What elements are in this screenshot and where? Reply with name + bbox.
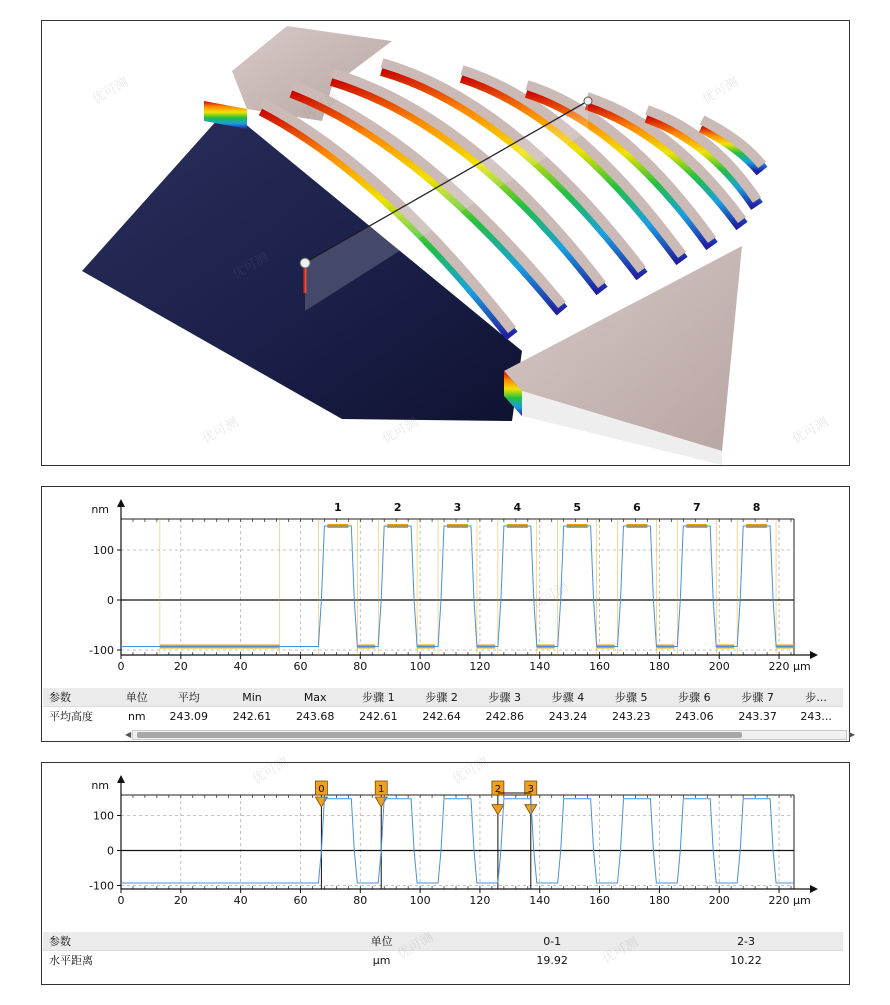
- step-label: 5: [573, 501, 581, 514]
- distance-chart[interactable]: [42, 763, 849, 928]
- x-tick-label: 100: [409, 894, 431, 907]
- y-tick-label: 100: [93, 809, 114, 823]
- x-tick-label: 60: [293, 660, 308, 673]
- x-tick-label: 120: [469, 894, 491, 907]
- x-tick-label: 160: [589, 660, 611, 673]
- table-cell: 水平距离: [43, 951, 308, 970]
- profile-line: [121, 526, 794, 647]
- y-tick-label: -100: [89, 879, 114, 893]
- table-header-cell: 2-3: [649, 932, 843, 951]
- table-row: [43, 951, 843, 970]
- x-tick-label: 60: [293, 894, 308, 907]
- x-unit-label: μm: [793, 894, 811, 907]
- step-label: 4: [513, 501, 522, 514]
- x-tick-label: 40: [233, 660, 248, 673]
- table-header-cell: Min: [220, 688, 283, 707]
- table-header-row: [43, 688, 843, 707]
- table-header-cell: 单位: [308, 932, 455, 951]
- table-header-cell: 0-1: [455, 932, 649, 951]
- y-tick-label: 0: [107, 844, 114, 858]
- distance-results-table: [43, 932, 843, 969]
- x-tick-label: 180: [648, 660, 670, 673]
- x-tick-label: 80: [353, 894, 368, 907]
- table-cell: 243.09: [157, 707, 220, 726]
- table-cell: 10.22: [649, 951, 843, 970]
- scrollbar-thumb[interactable]: [137, 732, 742, 738]
- table-header-cell: 参数: [43, 688, 116, 707]
- table-cell: 243.24: [536, 707, 599, 726]
- y-axis-label: nm: [91, 779, 109, 792]
- x-tick-label: 220: [768, 660, 790, 673]
- profile-results-table: [43, 688, 843, 725]
- x-unit-label: μm: [793, 660, 811, 673]
- y-axis-label: nm: [91, 503, 109, 516]
- step-label: 7: [692, 501, 701, 514]
- table-header-cell: 步骤 1: [347, 688, 410, 707]
- x-tick-label: 120: [469, 660, 491, 673]
- cursor-label: 1: [378, 784, 385, 795]
- cursor-label: 0: [318, 784, 325, 795]
- table-row: [43, 707, 843, 726]
- x-axis-arrow-icon: [810, 885, 818, 893]
- x-axis-arrow-icon: [810, 651, 818, 659]
- y-tick-label: 100: [93, 544, 114, 557]
- table-cell: nm: [116, 707, 157, 726]
- x-tick-label: 200: [708, 660, 730, 673]
- y-axis-arrow-icon: [117, 499, 125, 507]
- x-tick-label: 180: [648, 894, 670, 907]
- table-cell: 243.23: [600, 707, 663, 726]
- table-header-row: [43, 932, 843, 951]
- table-cell: 242.61: [347, 707, 410, 726]
- step-label: 2: [393, 501, 402, 514]
- x-tick-label: 220: [768, 894, 790, 907]
- cursor-label: 3: [527, 784, 534, 795]
- x-tick-label: 20: [173, 894, 188, 907]
- table-cell: 243.68: [284, 707, 347, 726]
- table-header-cell: 平均: [157, 688, 220, 707]
- x-tick-label: 200: [708, 894, 730, 907]
- profile-line: [121, 799, 794, 883]
- table-cell: 242.64: [410, 707, 473, 726]
- x-tick-label: 160: [589, 894, 611, 907]
- step-label: 1: [334, 501, 342, 514]
- step-label: 6: [633, 501, 641, 514]
- table-header-cell: 单位: [116, 688, 157, 707]
- x-tick-label: 20: [173, 660, 188, 673]
- table-header-cell: 步骤 4: [536, 688, 599, 707]
- cursor-marker-icon: [492, 805, 504, 815]
- table-horizontal-scrollbar[interactable]: [125, 730, 855, 740]
- table-cell: 19.92: [455, 951, 649, 970]
- table-header-cell: 步骤 3: [473, 688, 536, 707]
- table-cell: 243.37: [726, 707, 789, 726]
- 3d-surface-svg[interactable]: [42, 21, 849, 465]
- table-header-cell: 步骤 6: [663, 688, 726, 707]
- scroll-left-icon[interactable]: ◀: [125, 730, 132, 739]
- 3d-surface-view[interactable]: [41, 20, 850, 466]
- step-label: 8: [752, 501, 761, 514]
- table-header-cell: Max: [284, 688, 347, 707]
- table-cell: 243.06: [663, 707, 726, 726]
- x-tick-label: 40: [233, 894, 248, 907]
- table-header-cell: 步骤 5: [600, 688, 663, 707]
- step-label: 3: [453, 501, 462, 514]
- y-tick-label: -100: [89, 644, 114, 657]
- x-tick-label: 140: [529, 660, 551, 673]
- x-tick-label: 80: [353, 660, 368, 673]
- scroll-right-icon[interactable]: ▶: [848, 730, 855, 739]
- table-cell: 242.61: [220, 707, 283, 726]
- x-tick-label: 100: [409, 660, 431, 673]
- x-tick-label: 0: [117, 894, 125, 907]
- y-tick-label: 0: [107, 594, 114, 607]
- table-cell: 平均高度: [43, 707, 116, 726]
- table-header-cell: 步骤 7: [726, 688, 789, 707]
- table-header-cell: 参数: [43, 932, 308, 951]
- profile-chart[interactable]: [42, 487, 849, 687]
- table-cell: μm: [308, 951, 455, 970]
- x-tick-label: 0: [117, 660, 125, 673]
- x-tick-label: 140: [529, 894, 551, 907]
- y-axis-arrow-icon: [117, 775, 125, 783]
- cursor-label: 2: [494, 784, 502, 795]
- table-cell: 242.86: [473, 707, 536, 726]
- table-cell: 243...: [789, 707, 843, 726]
- table-header-cell: 步骤 2: [410, 688, 473, 707]
- table-header-cell: 步...: [789, 688, 843, 707]
- top-pad-side: [204, 101, 247, 129]
